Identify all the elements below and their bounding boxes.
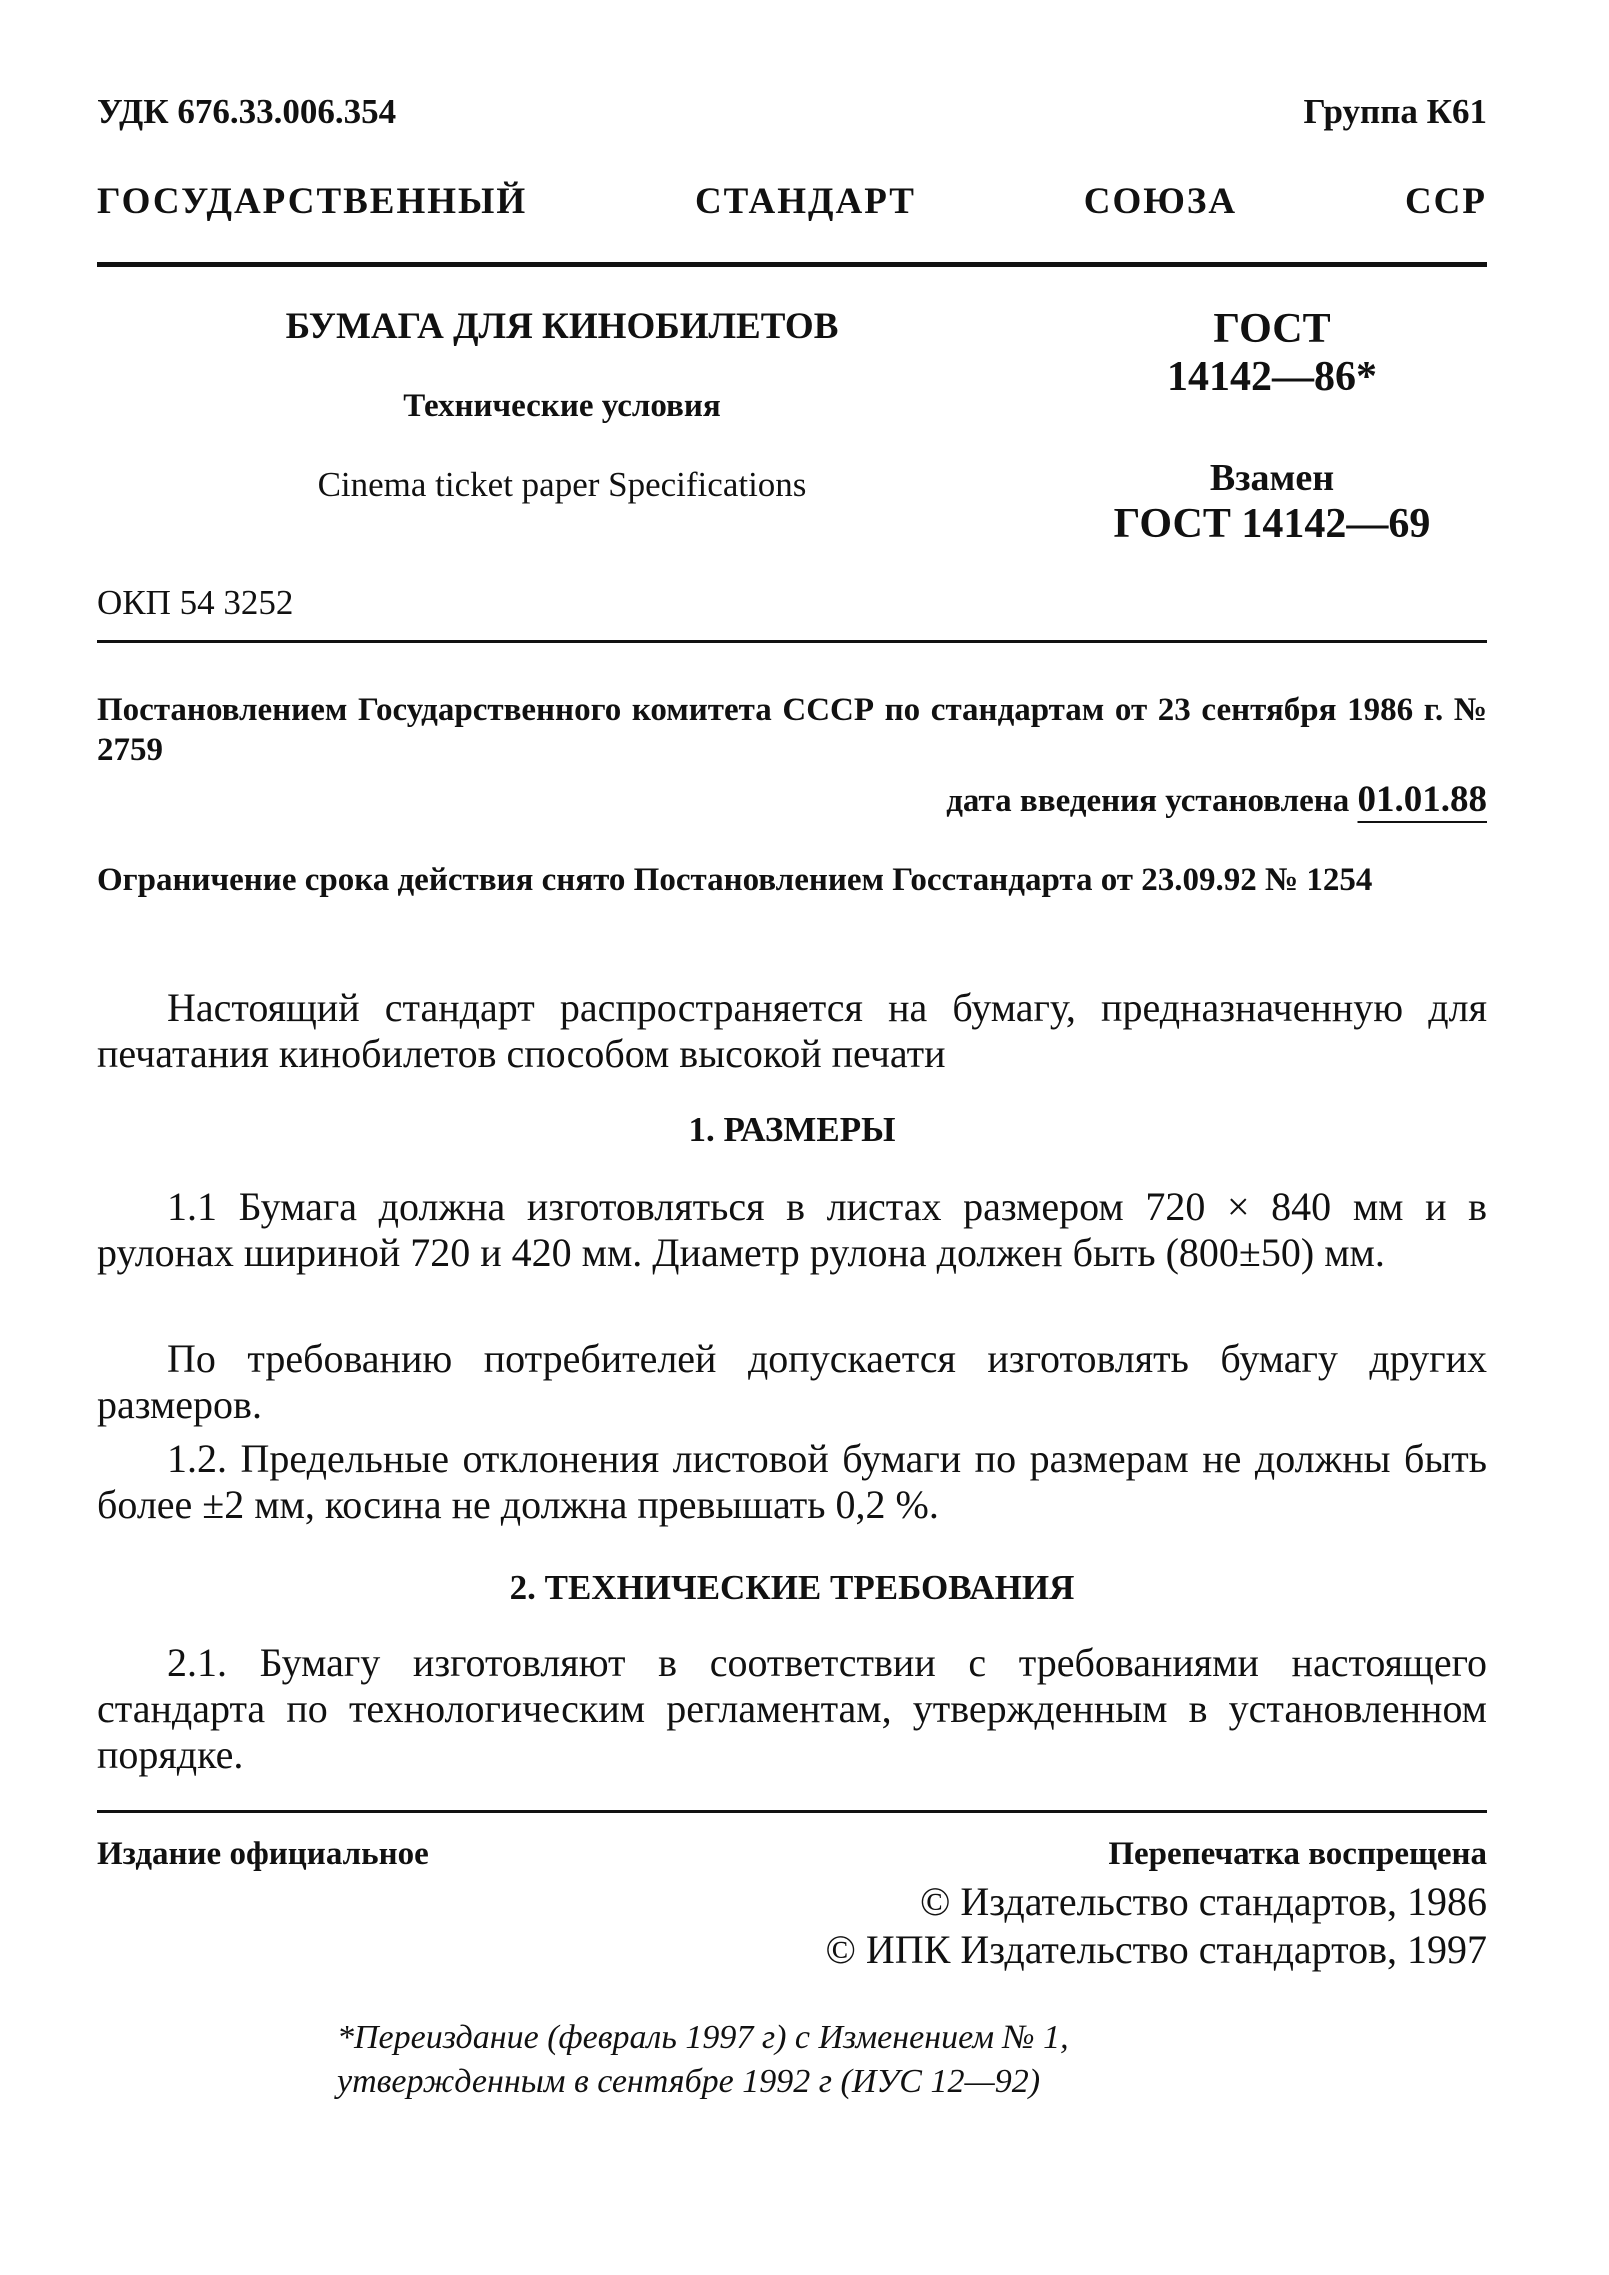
introduction-date-value: 01.01.88: [1357, 779, 1487, 820]
group-code: Группа К61: [1303, 92, 1487, 131]
introduction-date: [946, 778, 1487, 821]
reprint-prohibited: Перепечатка воспрещена: [1108, 1836, 1487, 1872]
document-title: БУМАГА ДЛЯ КИНОБИЛЕТОВ: [285, 306, 839, 347]
copyright-1986: © Издательство стандартов, 1986: [919, 1879, 1487, 1924]
footer-rule: [97, 1810, 1487, 1813]
official-edition: Издание официальное: [97, 1836, 429, 1872]
section-heading-technical-requirements: 2. ТЕХНИЧЕСКИЕ ТРЕБОВАНИЯ: [509, 1568, 1075, 1607]
okp-code: ОКП 54 3252: [97, 583, 294, 622]
copyright-1997: © ИПК Издательство стандартов, 1997: [825, 1927, 1487, 1972]
replace-number: ГОСТ 14142—69: [1113, 501, 1431, 547]
paragraph-2-1: 2.1. Бумагу изготовляют в соответствии с требованиями настоящего стандарта по технологическим регламентам, утвержденным в установленном порядке.: [97, 1640, 1487, 1777]
intro-paragraph: Настоящий стандарт распространяется на бумагу, предназначенную для печатания кинобилетов способом высокой печати: [97, 985, 1487, 1076]
limitation-text: Ограничение срока действия снято Постановлением Госстандарта от 23.09.92 № 1254: [97, 862, 1373, 898]
paragraph-1-1: 1.1 Бумага должна изготовляться в листах размером 720 × 840 мм и в рулонах шириной 720 и 420 мм. Диаметр рулона должен быть (800±50) мм.: [97, 1184, 1487, 1275]
standard-title: ГОСУДАРСТВЕННЫЙ СТАНДАРТ СОЮЗА ССР: [97, 181, 1487, 222]
gost-number: 14142—86*: [1167, 354, 1377, 400]
reissue-note-line-1: *Переиздание (февраль 1997 г) с Изменением № 1,: [337, 2019, 1069, 2056]
reissue-note-line-2: утвержденным в сентябре 1992 г (ИУС 12—92): [337, 2063, 1041, 2100]
paragraph-1-1-note: По требованию потребителей допускается изготовлять бумагу других размеров.: [97, 1336, 1487, 1427]
introduction-date-label: дата введения установлена: [946, 783, 1350, 819]
udk-code: УДК 676.33.006.354: [97, 92, 397, 131]
english-title: Cinema ticket paper Specifications: [317, 465, 807, 504]
reissue-note: [337, 2016, 1237, 2104]
paragraph-1-2: 1.2. Предельные отклонения листовой бумаги по размерам не должны быть более ±2 мм, косина не должна превышать 0,2 %.: [97, 1436, 1487, 1527]
decree-text: Постановлением Государственного комитета СССР по стандартам от 23 сентября 1986 г. № 2759: [97, 692, 1487, 768]
replace-label: Взамен: [1209, 457, 1335, 499]
document-subtitle: Технические условия: [403, 388, 721, 424]
top-rule-thick: [97, 262, 1487, 267]
gost-label: ГОСТ: [1213, 306, 1331, 352]
section-heading-dimensions: 1. РАЗМЕРЫ: [688, 1110, 896, 1149]
gost-designation: [1057, 305, 1487, 548]
middle-rule: [97, 640, 1487, 643]
document-page: [97, 0, 1487, 2275]
